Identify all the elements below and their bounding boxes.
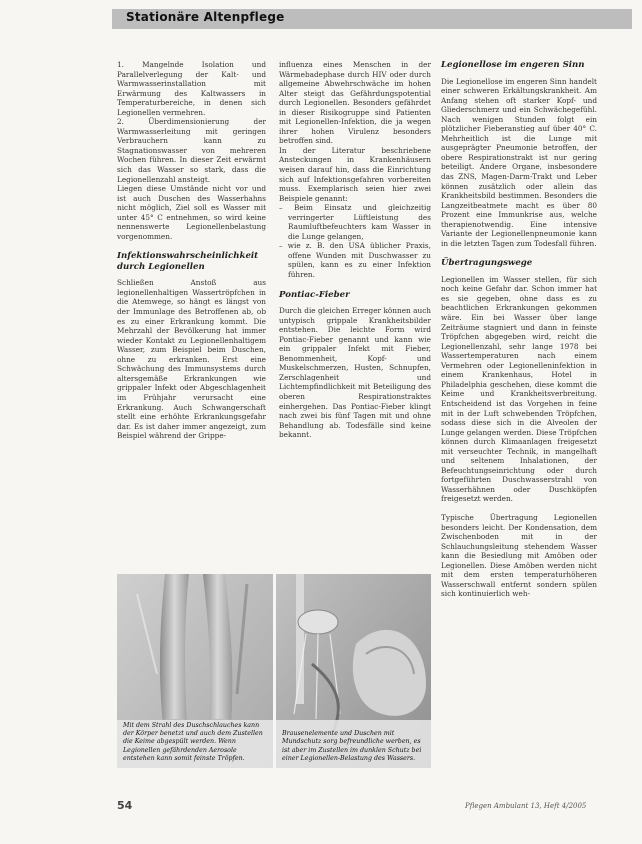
paragraph: Liegen diese Umstände nicht vor und ist auch Duschen des Wasserhahns nicht möglich, Ziel soll es Wasser mit unter 45° C entnehmen, so wird keine nennenswerte Legionellenbelastung vorgenommen. [117,184,266,241]
figure-caption: Brausenelemente und Duschen mit Mundschutz sorg befreundliche werben, es ist aber im Zustellen im dunklen Schutz bei einer Legionellen-Belastung des Wassers. [282,730,422,762]
bullet-list [279,203,431,279]
paragraph: 2. Überdimensionierung der Warmwasserleitung mit geringen Verbrauchern kann zu Stagnationswasser von mehreren Wochen führen. In dieser Zeit erwärmt sich das Wasser so stark, dass die Legionellenzahl ansteigt. [117,117,266,184]
figure-caption: Mit dem Strahl des Duschschlauches kann der Körper benetzt und auch dem Zustellen die Keime abgespült werden. Wenn Legionellen gefährdenden Aerosole entstehen kann somit feinste Tröpfen. [123,721,263,762]
text-column-2 [279,60,431,440]
paragraph: Durch die gleichen Erreger können auch untypisch grippale Krankheitsbilder entstehen. Die leichte Form wird Pontiac-Fieber genannt und kann wie ein grippaler Infekt mit Fieber, Benommenheit, Kopf- und Muskelschmerzen, Husten, Schnupfen, Zerschlagenheit und Lichtempfindlichkeit mit Beteiligung des oberen Respirationstraktes einhergehen. Das Pontiac-Fieber klingt nach zwei bis fünf Tagen mit und ohne Behandlung ab. Todesfälle sind keine bekannt. [279,306,431,440]
photo-shower-head [276,574,431,768]
section-heading: Infektionswahrscheinlichkeit durch Legionellen [117,251,259,272]
paragraph: In der Literatur beschriebene Ansteckungen in Krankenhäusern weisen darauf hin, dass die Einrichtung sich auf Infektionsgefahren vorbereiten muss. Exemplarisch seien hier zwei Beispiele genannt: [279,145,431,203]
paragraph: 1. Mangelnde Isolation und Parallelverlegung der Kalt- und Warmwasserinstallation mit Erwärmung des Kaltwassers in Temperaturbereiche, in denen sich Legionellen vermehren. [117,60,266,117]
text-column-1 [117,60,266,441]
page-section-title: Stationäre Altenpflege [126,10,285,24]
paragraph: influenza eines Menschen in der Wärmebadephase durch HIV oder durch allgemeine Abwehrschwäche im hohen Alter steigt das Gefährdungspotential durch Legionellen. Besonders gefährdet in dieser Risikogruppe sind Patienten mit Legionellen-Infektion, die ja wegen ihrer hohen Virulenz besonders betroffen sind. [279,60,431,146]
section-heading: Pontiac-Fieber [279,289,350,300]
paragraph: Typische Übertragung Legionellen besonders leicht. Der Kondensation, dem Zwischenboden mit in der Schlauchungsleitung stehendem Wasser kann die Besiedlung mit Amöben oder Legionellen. Diese Amöben werden nicht mit dem ersten temperaturhöheren Wasserschwall entfernt sondern spülen sich kontinuierlich weh- [441,512,597,599]
paragraph: Die Legionellose im engeren Sinn handelt einer schweren Erkältungskrankheit. Am Anfang stehen oft starker Kopf- und Gliederschmerz und ein Schwächegefühl. Nach wenigen Stunden folgt ein plötzlicher Fieberanstieg auf über 40° C. Mehrheitlich ist die Lunge mit ausgeprägter Pneumonie betroffen, der obere Respirationstrakt ist nur gering beteiligt. Andere Organe, insbesondere das ZNS, Magen-Darm-Trakt und Leber können zusätzlich oder allein das Krankheitsbild bestimmen. Besonders die Langzeitbeatmete macht es über 80 Prozent eine Immunkrise aus, welche therapienotwendig. Eine intensive Variante der Legionellenpneumonie kann in die letzten Tagen zum Todesfall führen. [441,76,597,248]
page-number: 54 [117,799,133,812]
journal-citation: Pflegen Ambulant 13, Heft 4/2005 [465,802,587,810]
photo-shower-legs [117,574,273,768]
list-item: – wie z. B. den USA üblicher Praxis, offene Wunden mit Duschwasser zu spülen, kann es zu einer Infektion führen. [279,241,431,280]
paragraph: Legionellen im Wasser stellen, für sich noch keine Gefahr dar. Schon immer hat es sie gegeben, ohne dass es zu beachtlichen Erkrankungen gekommen wäre. Ein bei Wasser über lange Zeiträume stagniert und dann in feinste Tröpfchen abgegeben wird, reicht die Legionellenzahl, sehr lange 1978 bei Wassertemperaturen nach einem Vermehren oder Legionelleninfektion in einem Krankenhaus, Hotel in Philadelphia geschehen, diese kommt die Keime und Krankheitsverbreitung. Entscheidend ist das Vorgehen in feine mit in der Luft schwebenden Tröpfchen, sodass diese sich in die Alveolen der Lunge gelangen werden. Diese Tröpfchen können durch Klimaanlagen freigesetzt mit verseuchter Technik, in mangelhaft und seltenem Inhalationen, der Befeuchtungseinrichtung oder durch fortgeführten Duschwasserstrahl von Wasserhähnen oder Duschköpfen freigesetzt werden. [441,274,597,504]
paragraph: Schließen Anstoß aus legionellenhaltigen Wassertröpfchen in die Atemwege, so hängt es längst von der Immunlage des Betroffenen ab, ob es zu einer Erkrankung kommt. Die Mehrzahl der Bevölkerung hat immer wieder Kontakt zu Legionellenhaltigem Wasser, zum Beispiel beim Duschen, ohne zu erkranken. Erst eine Schwächung des Immunsystems durch altersgemäße Erkrankungen wie grippaler Infekt oder Abgeschlagenheit im Frühjahr verursacht eine Erkrankung. Auch Schwangerschaft stellt eine erhöhte Erkrankungsgefahr dar. Es ist daher immer angezeigt, zum Beispiel während der Grippe- [117,278,266,441]
text-column-3 [441,60,597,599]
section-heading: Legionellose im engeren Sinn [441,60,585,70]
section-heading: Übertragungswege [441,258,533,269]
list-item: – Beim Einsatz und gleichzeitig verringerter Lüftleistung des Raumluftbefeuchters kam Wasser in die Lunge gelangen, [279,203,431,241]
